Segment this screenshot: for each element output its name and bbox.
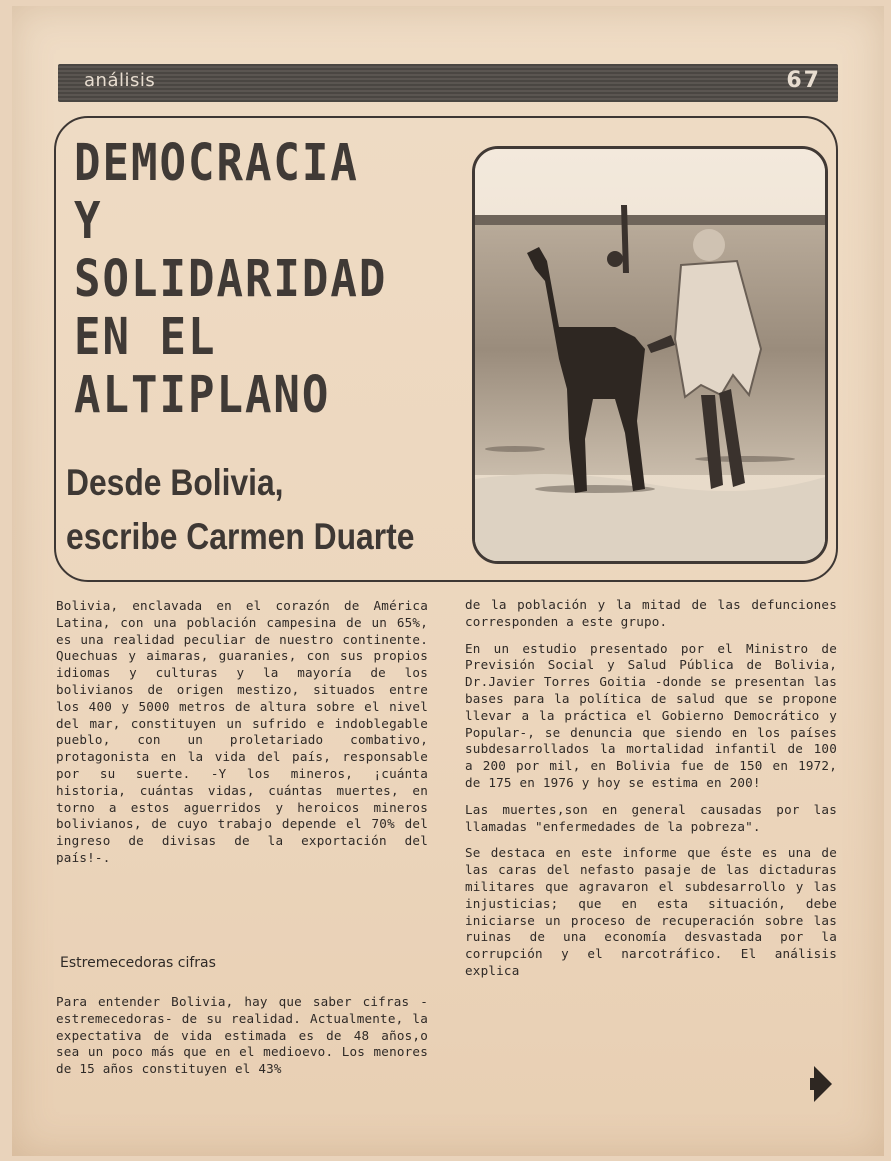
right-column bbox=[465, 597, 837, 990]
right-paragraph-1: de la población y la mitad de las defunciones corresponden a este grupo. bbox=[465, 597, 837, 629]
headline-line-3: SOLIDARIDAD bbox=[74, 250, 388, 309]
section-label: análisis bbox=[84, 70, 156, 91]
right-paragraph-4: Se destaca en este informe que éste es una de las caras del nefasto pasaje de las dictaduras militares que agravaron el subdesarrollo y las injusticias; que en esta situación, debe iniciarse un proceso de recuperación sobre las ruinas de una economía desvastada por la corrupción y el narcotráfico. El análisis explica bbox=[465, 845, 837, 978]
subheading: Estremecedoras cifras bbox=[60, 955, 216, 971]
headline-line-2: Y bbox=[74, 192, 103, 251]
photo-llama-herder bbox=[472, 146, 828, 564]
right-paragraph-3: Las muertes,son en general causadas por las llamadas "enfermedades de la pobreza". bbox=[465, 801, 837, 834]
section-header-bar bbox=[58, 64, 838, 102]
photo-illustration bbox=[475, 149, 825, 561]
byline-line-1: Desde Bolivia, bbox=[66, 462, 284, 503]
right-paragraph-2: En un estudio presentado por el Ministro de Previsión Social y Salud Pública de Bolivia, Dr.Javier Torres Goitia -donde se presentan las bases para la política de salud que se propone llevar a la práctica el Gobierno Democrático y Popular-, se denuncia que siendo en los países subdesarrollados la mortalidad infantil de 100 a 200 por mil, en Bolivia fue de 150 en 1972, de 175 en 1976 y hoy se estima en 200! bbox=[465, 640, 837, 790]
headline-line-1: DEMOCRACIA bbox=[74, 134, 359, 193]
left-column-top bbox=[56, 598, 428, 877]
headline-line-4: EN EL bbox=[74, 308, 217, 367]
left-paragraph-1: Bolivia, enclavada en el corazón de América Latina, con una población campesina de un 65%, es una realidad peculiar de nuestro continente. Quechuas y aimaras, guaranies, con sus propios idiomas y culturas y la mayoría de los bolivianos de origen mestizo, situados entre los 400 y 5000 metros de altura sobre el nivel del mar, constituyen un sufrido e indoblegable pueblo, con un proletariado combativo, protagonista en la vida del país, responsable por su suerte. -Y los mineros, ¡cuánta historia, cuántas vidas, cuántas muertes, en torno a estos aguerridos y heroicos mineros bolivianos, de cuyo trabajo depende el 70% del ingreso de divisas de la exportación del país!-. bbox=[56, 598, 428, 865]
byline-line-2: escribe Carmen Duarte bbox=[66, 516, 415, 557]
continue-arrow-icon bbox=[810, 1066, 832, 1102]
headline-line-5: ALTIPLANO bbox=[74, 366, 331, 425]
left-column-bottom bbox=[56, 994, 428, 1088]
page-number: 67 bbox=[786, 68, 821, 93]
left-paragraph-2: Para entender Bolivia, hay que saber cifras -estremecedoras- de su realidad. Actualmente, la expectativa de vida estimada es de 48 años,o sea un poco más que en el medioevo. Los menores de 15 años constituyen el 43% bbox=[56, 994, 428, 1077]
